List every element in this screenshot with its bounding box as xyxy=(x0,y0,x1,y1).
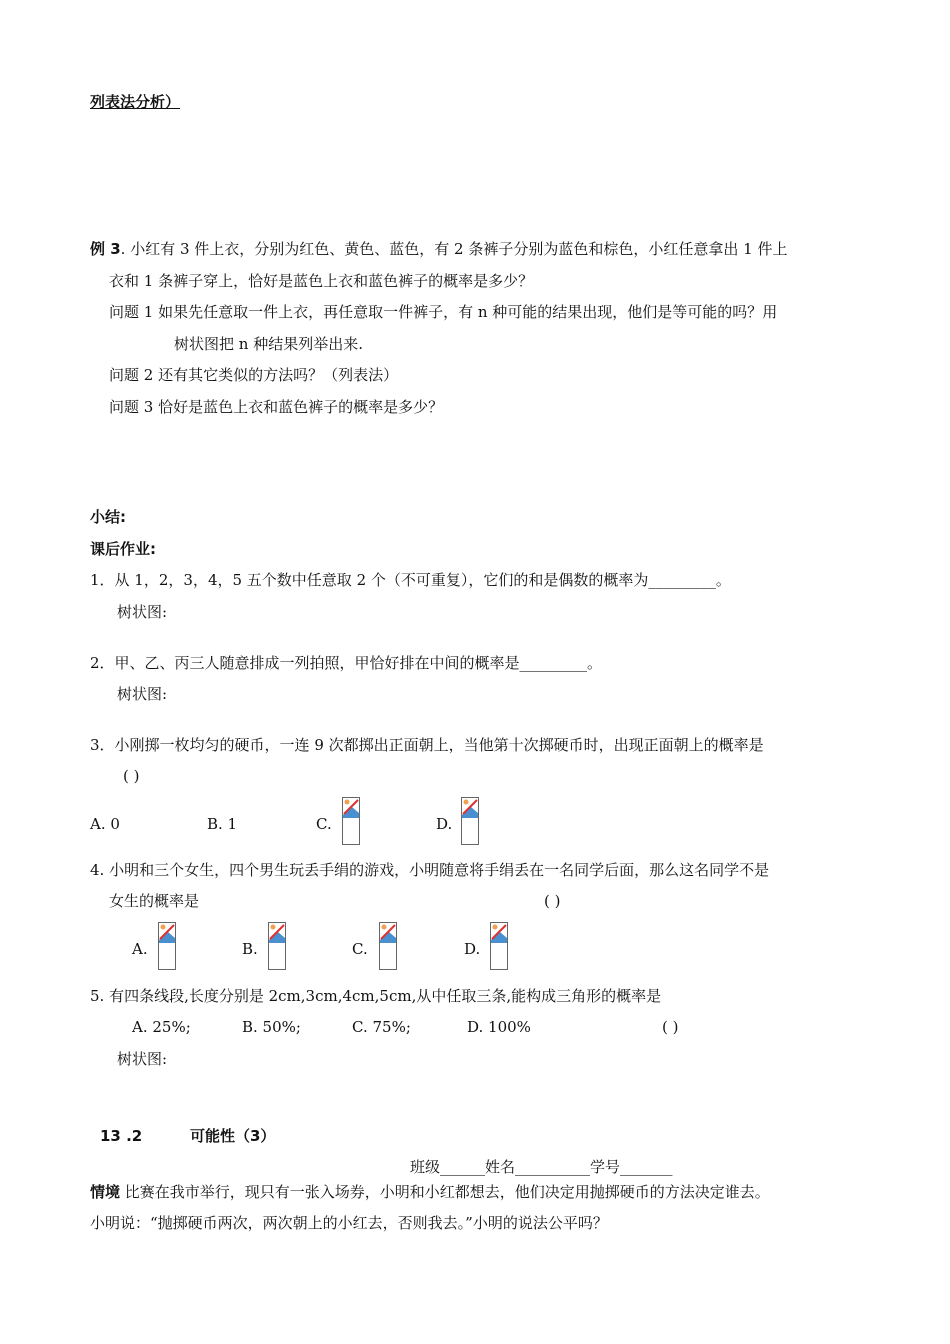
section-number: 13 .2 xyxy=(100,1127,143,1145)
hw5-question: 5. 有四条线段,长度分别是 2cm,3cm,4cm,5cm,从中任取三条,能构成三角形的概率是 xyxy=(90,987,662,1005)
situation-line1 xyxy=(90,1182,770,1202)
hw3-option-b: B. 1 xyxy=(207,815,238,833)
hw5-option-a: A. 25%; xyxy=(132,1018,191,1036)
hw5-tree-label: 树状图: xyxy=(117,1050,168,1068)
hw3-question-line1: 3．小刚掷一枚均匀的硬币，一连 9 次都掷出正面朝上，当他第十次掷硬币时，出现正面朝上的概率是 xyxy=(90,736,764,754)
hw3-option-c: C. xyxy=(316,815,332,833)
hw1-question: 1．从 1，2，3，4，5 五个数中任意取 2 个（不可重复），它们的和是偶数的概率为_________。 xyxy=(90,571,731,589)
situation-text: 比赛在我市举行，现只有一张入场券，小明和小红都想去，他们决定用抛掷硬币的方法决定谁去。 xyxy=(120,1183,770,1201)
question3: 问题 3 恰好是蓝色上衣和蓝色裤子的概率是多少？ xyxy=(109,398,444,416)
hw2-tree-label: 树状图: xyxy=(117,685,168,703)
hw1-tree-label: 树状图: xyxy=(117,603,168,621)
example3-text: . 小红有 3 件上衣，分别为红色、黄色、蓝色，有 2 条裤子分别为蓝色和棕色，小红任意拿出 1 件上 xyxy=(120,240,788,258)
broken-image-icon xyxy=(461,797,479,845)
summary-heading: 小结: xyxy=(90,508,126,526)
hw2-question: 2．甲、乙、丙三人随意排成一列拍照，甲恰好排在中间的概率是_________。 xyxy=(90,654,603,672)
hw3-option-d: D. xyxy=(436,815,453,833)
example3-line1 xyxy=(90,239,787,259)
broken-image-icon xyxy=(158,922,176,970)
question1-line1: 问题 1 如果先任意取一件上衣，再任意取一件裤子，有 n 种可能的结果出现，他们是等可能的吗？用 xyxy=(109,303,778,321)
question2: 问题 2 还有其它类似的方法吗？（列表法） xyxy=(109,366,399,384)
broken-image-icon xyxy=(268,922,286,970)
hw4-answer-paren: ( ) xyxy=(544,892,561,910)
section-title: 可能性（3） xyxy=(190,1127,276,1145)
hw5-option-c: C. 75%; xyxy=(352,1018,411,1036)
hw4-option-b: B. xyxy=(242,940,258,958)
hw4-option-d: D. xyxy=(464,940,481,958)
question1-line2: 树状图把 n 种结果列举出来. xyxy=(174,335,363,353)
broken-image-icon xyxy=(379,922,397,970)
section-heading: 列表法分析） xyxy=(90,93,181,111)
homework-heading: 课后作业: xyxy=(90,540,156,558)
situation-label: 情境 xyxy=(90,1183,121,1201)
hw4-question-line1: 4. 小明和三个女生，四个男生玩丢手绢的游戏，小明随意将手绢丢在一名同学后面，那么这名同学不是 xyxy=(90,861,770,879)
situation-line2: 小明说：“抛掷硬币两次，两次朝上的小红去，否则我去。”小明的说法公平吗？ xyxy=(90,1214,608,1232)
hw5-answer-paren: ( ) xyxy=(662,1018,679,1036)
example3-line2: 衣和 1 条裤子穿上，恰好是蓝色上衣和蓝色裤子的概率是多少？ xyxy=(109,272,534,290)
hw4-question-line2: 女生的概率是 xyxy=(109,892,200,910)
broken-image-icon xyxy=(490,922,508,970)
hw3-answer-paren: ( ) xyxy=(123,767,140,785)
broken-image-icon xyxy=(342,797,360,845)
hw5-option-d: D. 100% xyxy=(467,1018,531,1036)
hw5-option-b: B. 50%; xyxy=(242,1018,301,1036)
hw4-option-a: A. xyxy=(132,940,148,958)
student-info-fields: 班级______姓名__________学号_______ xyxy=(410,1158,673,1176)
example3-label: 例 3 xyxy=(90,240,121,258)
hw3-option-a: A. 0 xyxy=(90,815,120,833)
hw4-option-c: C. xyxy=(352,940,368,958)
